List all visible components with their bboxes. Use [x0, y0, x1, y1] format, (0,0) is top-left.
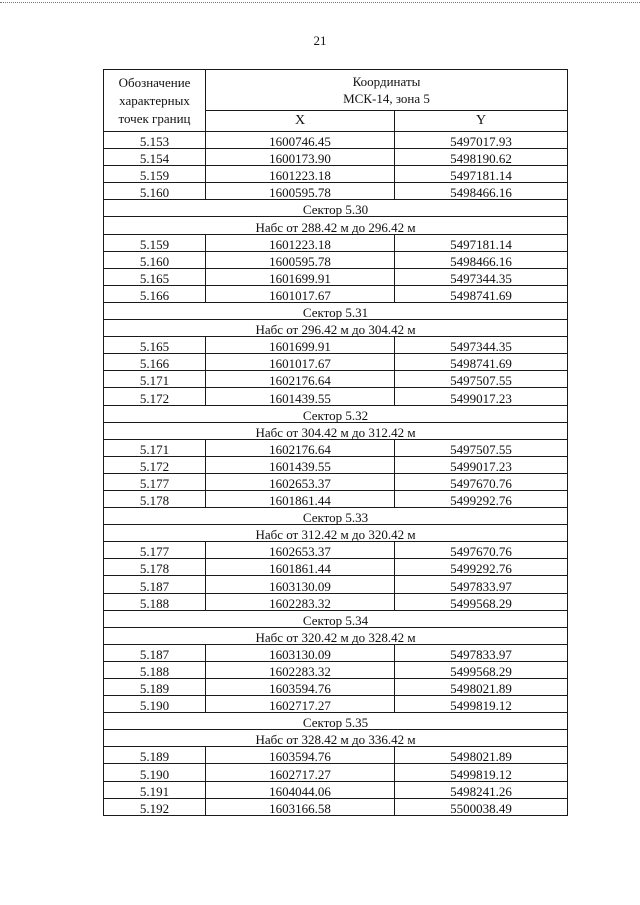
table-row: [104, 644, 568, 661]
x-coordinate-cell: 1601017.67: [206, 285, 395, 302]
point-id-cell: 5.171: [104, 371, 206, 388]
table-row: [104, 456, 568, 473]
table-row: [104, 166, 568, 183]
table-row: [104, 285, 568, 302]
point-id-cell: 5.188: [104, 593, 206, 610]
table-row: [104, 251, 568, 268]
y-coordinate-cell: 5499292.76: [395, 490, 568, 507]
point-id-cell: 5.177: [104, 473, 206, 490]
point-id-cell: 5.166: [104, 285, 206, 302]
point-id-cell: 5.166: [104, 354, 206, 371]
x-coordinate-cell: 1601439.55: [206, 388, 395, 405]
x-coordinate-cell: 1602176.64: [206, 371, 395, 388]
header-designation-line-3: точек границ: [118, 110, 191, 126]
table-row: [104, 542, 568, 559]
point-id-cell: 5.187: [104, 644, 206, 661]
y-coordinate-cell: 5498021.89: [395, 747, 568, 764]
table-row: [104, 132, 568, 149]
sector-title: Сектор 5.34: [104, 610, 568, 627]
y-coordinate-cell: 5500038.49: [395, 798, 568, 815]
x-coordinate-cell: 1602176.64: [206, 439, 395, 456]
header-coordinate-system: МСК-14, зона 5: [343, 91, 430, 106]
sector-range-row: [104, 422, 568, 439]
sector-range-row: [104, 525, 568, 542]
point-id-cell: 5.187: [104, 576, 206, 593]
x-coordinate-cell: 1602653.37: [206, 473, 395, 490]
table-row: [104, 559, 568, 576]
table-row: [104, 354, 568, 371]
table-row: [104, 371, 568, 388]
sector-range: Набс от 288.42 м до 296.42 м: [104, 217, 568, 234]
x-coordinate-cell: 1600746.45: [206, 132, 395, 149]
y-coordinate-cell: 5498741.69: [395, 354, 568, 371]
sector-heading-row: [104, 610, 568, 627]
sector-title: Сектор 5.30: [104, 200, 568, 217]
header-x: X: [206, 111, 395, 132]
table-row: [104, 747, 568, 764]
table-row: [104, 576, 568, 593]
y-coordinate-cell: 5499568.29: [395, 661, 568, 678]
table-row: [104, 679, 568, 696]
point-id-cell: 5.177: [104, 542, 206, 559]
point-id-cell: 5.159: [104, 166, 206, 183]
sector-heading-row: [104, 508, 568, 525]
table-row: [104, 490, 568, 507]
y-coordinate-cell: 5497344.35: [395, 268, 568, 285]
x-coordinate-cell: 1603594.76: [206, 747, 395, 764]
y-coordinate-cell: 5499017.23: [395, 456, 568, 473]
point-id-cell: 5.190: [104, 764, 206, 781]
sector-range-row: [104, 320, 568, 337]
x-coordinate-cell: 1603594.76: [206, 679, 395, 696]
y-coordinate-cell: 5499819.12: [395, 696, 568, 713]
point-id-cell: 5.178: [104, 559, 206, 576]
y-coordinate-cell: 5498241.26: [395, 781, 568, 798]
header-coordinates: [206, 70, 568, 111]
sector-heading-row: [104, 200, 568, 217]
point-id-cell: 5.188: [104, 661, 206, 678]
x-coordinate-cell: 1602717.27: [206, 696, 395, 713]
x-coordinate-cell: 1600173.90: [206, 149, 395, 166]
table-body: [104, 132, 568, 816]
y-coordinate-cell: 5498466.16: [395, 183, 568, 200]
point-id-cell: 5.189: [104, 747, 206, 764]
x-coordinate-cell: 1601699.91: [206, 337, 395, 354]
header-coordinates-title: Координаты: [352, 74, 421, 89]
table-row: [104, 388, 568, 405]
x-coordinate-cell: 1603166.58: [206, 798, 395, 815]
point-id-cell: 5.154: [104, 149, 206, 166]
x-coordinate-cell: 1600595.78: [206, 251, 395, 268]
point-id-cell: 5.160: [104, 183, 206, 200]
point-id-cell: 5.191: [104, 781, 206, 798]
y-coordinate-cell: 5499017.23: [395, 388, 568, 405]
table-row: [104, 183, 568, 200]
sector-heading-row: [104, 405, 568, 422]
y-coordinate-cell: 5498741.69: [395, 285, 568, 302]
sector-title: Сектор 5.33: [104, 508, 568, 525]
point-id-cell: 5.189: [104, 679, 206, 696]
page-number: 21: [313, 33, 327, 48]
table-row: [104, 781, 568, 798]
table-row: [104, 337, 568, 354]
y-coordinate-cell: 5497833.97: [395, 576, 568, 593]
x-coordinate-cell: 1601439.55: [206, 456, 395, 473]
x-coordinate-cell: 1601861.44: [206, 490, 395, 507]
table-row: [104, 696, 568, 713]
sector-heading-row: [104, 713, 568, 730]
y-coordinate-cell: 5497507.55: [395, 439, 568, 456]
point-id-cell: 5.172: [104, 388, 206, 405]
x-coordinate-cell: 1603130.09: [206, 576, 395, 593]
x-coordinate-cell: 1601223.18: [206, 166, 395, 183]
table-row: [104, 473, 568, 490]
x-coordinate-cell: 1602653.37: [206, 542, 395, 559]
header-designation-line-2: характерных: [119, 92, 190, 108]
y-coordinate-cell: 5497670.76: [395, 473, 568, 490]
x-coordinate-cell: 1600595.78: [206, 183, 395, 200]
x-coordinate-cell: 1602717.27: [206, 764, 395, 781]
y-coordinate-cell: 5497017.93: [395, 132, 568, 149]
y-coordinate-cell: 5498021.89: [395, 679, 568, 696]
x-coordinate-cell: 1602283.32: [206, 661, 395, 678]
sector-title: Сектор 5.31: [104, 302, 568, 319]
table-row: [104, 798, 568, 815]
point-id-cell: 5.172: [104, 456, 206, 473]
x-coordinate-cell: 1601861.44: [206, 559, 395, 576]
y-coordinate-cell: 5497181.14: [395, 166, 568, 183]
point-id-cell: 5.160: [104, 251, 206, 268]
y-coordinate-cell: 5499819.12: [395, 764, 568, 781]
header-designation-line-1: Обозначение: [118, 74, 191, 90]
y-coordinate-cell: 5497670.76: [395, 542, 568, 559]
sector-range: Набс от 328.42 м до 336.42 м: [104, 730, 568, 747]
sector-range: Набс от 320.42 м до 328.42 м: [104, 627, 568, 644]
header-designation: [104, 70, 206, 132]
x-coordinate-cell: 1601699.91: [206, 268, 395, 285]
table-row: [104, 149, 568, 166]
y-coordinate-cell: 5499292.76: [395, 559, 568, 576]
top-dotted-rule: [0, 2, 640, 3]
y-coordinate-cell: 5497507.55: [395, 371, 568, 388]
sector-range-row: [104, 217, 568, 234]
table-row: [104, 593, 568, 610]
sector-range-row: [104, 627, 568, 644]
x-coordinate-cell: 1602283.32: [206, 593, 395, 610]
point-id-cell: 5.165: [104, 337, 206, 354]
point-id-cell: 5.153: [104, 132, 206, 149]
table-row: [104, 268, 568, 285]
point-id-cell: 5.190: [104, 696, 206, 713]
sector-heading-row: [104, 302, 568, 319]
sector-title: Сектор 5.32: [104, 405, 568, 422]
table-row: [104, 234, 568, 251]
sector-title: Сектор 5.35: [104, 713, 568, 730]
y-coordinate-cell: 5497344.35: [395, 337, 568, 354]
y-coordinate-cell: 5499568.29: [395, 593, 568, 610]
table-row: [104, 661, 568, 678]
point-id-cell: 5.159: [104, 234, 206, 251]
sector-range: Набс от 312.42 м до 320.42 м: [104, 525, 568, 542]
sector-range-row: [104, 730, 568, 747]
table-row: [104, 764, 568, 781]
y-coordinate-cell: 5497833.97: [395, 644, 568, 661]
point-id-cell: 5.165: [104, 268, 206, 285]
table-row: [104, 439, 568, 456]
point-id-cell: 5.171: [104, 439, 206, 456]
coordinates-table: [103, 69, 568, 816]
point-id-cell: 5.178: [104, 490, 206, 507]
y-coordinate-cell: 5497181.14: [395, 234, 568, 251]
point-id-cell: 5.192: [104, 798, 206, 815]
sector-range: Набс от 304.42 м до 312.42 м: [104, 422, 568, 439]
x-coordinate-cell: 1604044.06: [206, 781, 395, 798]
y-coordinate-cell: 5498190.62: [395, 149, 568, 166]
x-coordinate-cell: 1603130.09: [206, 644, 395, 661]
x-coordinate-cell: 1601223.18: [206, 234, 395, 251]
sector-range: Набс от 296.42 м до 304.42 м: [104, 320, 568, 337]
header-y: Y: [395, 111, 568, 132]
x-coordinate-cell: 1601017.67: [206, 354, 395, 371]
y-coordinate-cell: 5498466.16: [395, 251, 568, 268]
